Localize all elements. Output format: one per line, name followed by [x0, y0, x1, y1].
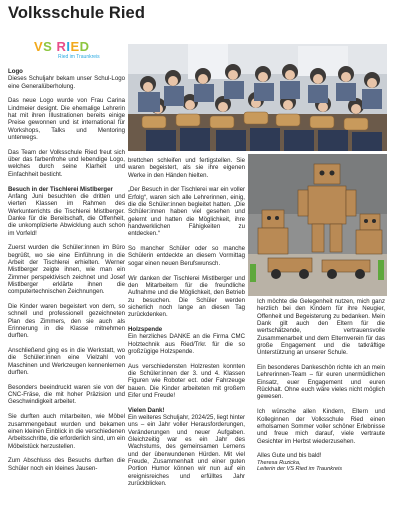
paragraph: Ein besonderes Dankeschön richte ich an mein Lehrerinnen-Team – für euren unermüdlichen Einsatz, euer Engagement und euren Rückhalt. Ohne euch wäre vieles nicht möglich gewesen. — [257, 364, 385, 401]
school-logo — [34, 40, 104, 70]
logo-letter: R — [56, 39, 67, 54]
logo-letter: D — [79, 39, 90, 54]
paragraph: Ich möchte die Gelegenheit nutzen, mich ganz herzlich bei den Kindern für ihre Neugier, Offenheit und Begeisterung zu bedanken. Mein Dank gilt auch den Eltern für die wertschätzende, vertrauensvolle Zusammenarbeit und dem Elternverein für das große Engagement und die tatkräftige Unterstützung an unserer Schule. — [257, 298, 385, 357]
section-heading-tischlerei: Besuch in der Tischlerei Mistlberger — [8, 185, 113, 193]
section-heading-dank: Vielen Dank! — [128, 406, 165, 414]
section-heading-holzspende: Holzspende — [128, 325, 163, 333]
group-photo — [128, 44, 387, 151]
paragraph: brettchen schleifen und fertigstellen. Sie waren begeistert, als sie ihre eigenen Werke in den Händen hielten. — [128, 157, 245, 179]
paragraph: Sie durften auch mitarbeiten, wie Möbel zusammengebaut wurden und bekamen einen kleinen Einblick in die verschiedenen Arbeitsschritte, die erforderlich sind, um ein Möbelstück herzustellen. — [8, 413, 125, 450]
article-column-3 — [257, 298, 385, 473]
paragraph: Wir danken der Tischlerei Mistlberger und den Mitarbeitern für die freundliche Aufnahme und die Möglichkeit, den Betrieb zu besuchen. Die Schüler werden sicherlich noch lange an diesen Tag zurückdenken. — [128, 274, 245, 319]
paragraph: Ein weiteres Schuljahr, 2024/25, liegt hinter uns – ein Jahr voller Herausforderungen, Veränderungen und neuer Aufgaben. Gleichzeitig war es ein Jahr des Wachstums, des gemeinsamen Lernens und der überwundenen Hürden. Mit viel Freude, Zusammenhalt und einer guten Portion Humor können wir nun auf ein ereignisreiches und erfülltes Jahr zurückblicken. — [128, 414, 245, 488]
paragraph: So mancher Schüler oder so manche Schülerin entdeckte an diesem Vormittag sogar einen neuen Berufswunsch. — [128, 245, 245, 267]
paragraph: Dieses Schuljahr bekam unser Schul-Logo eine Generalüberholung. — [8, 75, 125, 90]
logo-letter: E — [70, 39, 80, 54]
paragraph: Anschließend ging es in die Werkstatt, wo die Schüler:innen eine Vielzahl von Maschinen und Werkzeugen kennenlernen durften. — [8, 347, 125, 377]
paragraph: Zuerst wurden die Schüler:innen im Büro begrüßt, wo sie eine Einführung in die Arbeit der Tischlerei erhielten. Werner Mistlberger zeigte ihnen, wie man ein Zimmer perspektivisch zeichnet und Josef Mistlberger erklärte ihnen die computertechnischen Zeichnungen. — [8, 244, 125, 296]
paragraph: Besonders beeindruckt waren sie von der CNC-Fräse, die mit hoher Präzision und Geschwindigkeit arbeitet. — [8, 383, 125, 406]
logo-letter: I — [66, 39, 71, 54]
paragraph: „Der Besuch in der Tischlerei war ein voller Erfolg“, waren sich alle Lehrerinnen, einig, die die Schüler:innen begleitet hatten. „Die Schüler:innen haben viel gesehen und gelernt und hatten die Möglichkeit, ihre handwerklichen Fähigkeiten zu entdecken.“ — [128, 186, 245, 238]
paragraph: Das neue Logo wurde von Frau Carina Lindmeier designt. Die ehemalige Lehrerin hat mit ihren Illustrationen bereits einige Preise gewonnen und ist international für Workshops, Talks und Mentoring unterwegs. — [8, 97, 125, 142]
robot-figures-photo — [248, 154, 387, 296]
page-title: Volksschule Ried — [8, 4, 146, 22]
paragraph: Anfang Juni besuchten die dritten und vierten Klassen im Rahmen des Werkunterrichts die Tischlerei Mistlberger. Danke für die Bereitschaft, die Offenheit, die unkomplizierte Abwicklung auch schon im Vorfeld! — [8, 192, 125, 237]
paragraph: Ein herzliches DANKE an die Firma CMC Holztechnik aus Ried/Trkr. für die so großzügige Holzspende. — [128, 333, 245, 355]
paragraph: Aus verschiedensten Holzresten konnten die Schüler:innen der 3. und 4. Klassen Figuren wie Roboter ect. oder Fahrzeuge bauen. Die Kinder arbeiteten mit großem Eifer und Freude! — [128, 362, 245, 399]
paragraph: Ich wünsche allen Kindern, Eltern und Kolleginnen der Volksschule Ried einen erholsamen Sommer voller schöner Erlebnisse und freue mich darauf, viele vertraute Gesichter im Herbst wiederzusehen. — [257, 408, 385, 445]
paragraph: Das Team der Volksschule Ried freut sich über das farbenfrohe und lebendige Logo, welches durch seine Klarheit und Einfachheit besticht. — [8, 148, 125, 178]
article-column-2 — [128, 157, 245, 487]
logo-letter: S — [43, 39, 53, 54]
signature-name: Theresa Ruzicka, — [257, 459, 301, 466]
logo-letter: V — [34, 39, 44, 54]
paragraph: Zum Abschluss des Besuchs durften die Schüler noch ein kleines Jausen- — [8, 457, 125, 472]
logo-subtitle: Ried im Traunkreis — [58, 54, 100, 60]
section-heading-logo: Logo — [8, 68, 23, 75]
article-column-1 — [8, 68, 125, 472]
paragraph: Die Kinder waren begeistert von dem, so schnell und professionell gezeichneten Plan des Zimmers, den sie auch als Erinnerung in die Klasse mitnehmen durften. — [8, 303, 125, 340]
paragraph: Alles Gute und bis bald! — [257, 452, 322, 460]
signature-role: Leiterin der VS Ried im Traunkreis — [257, 466, 343, 473]
